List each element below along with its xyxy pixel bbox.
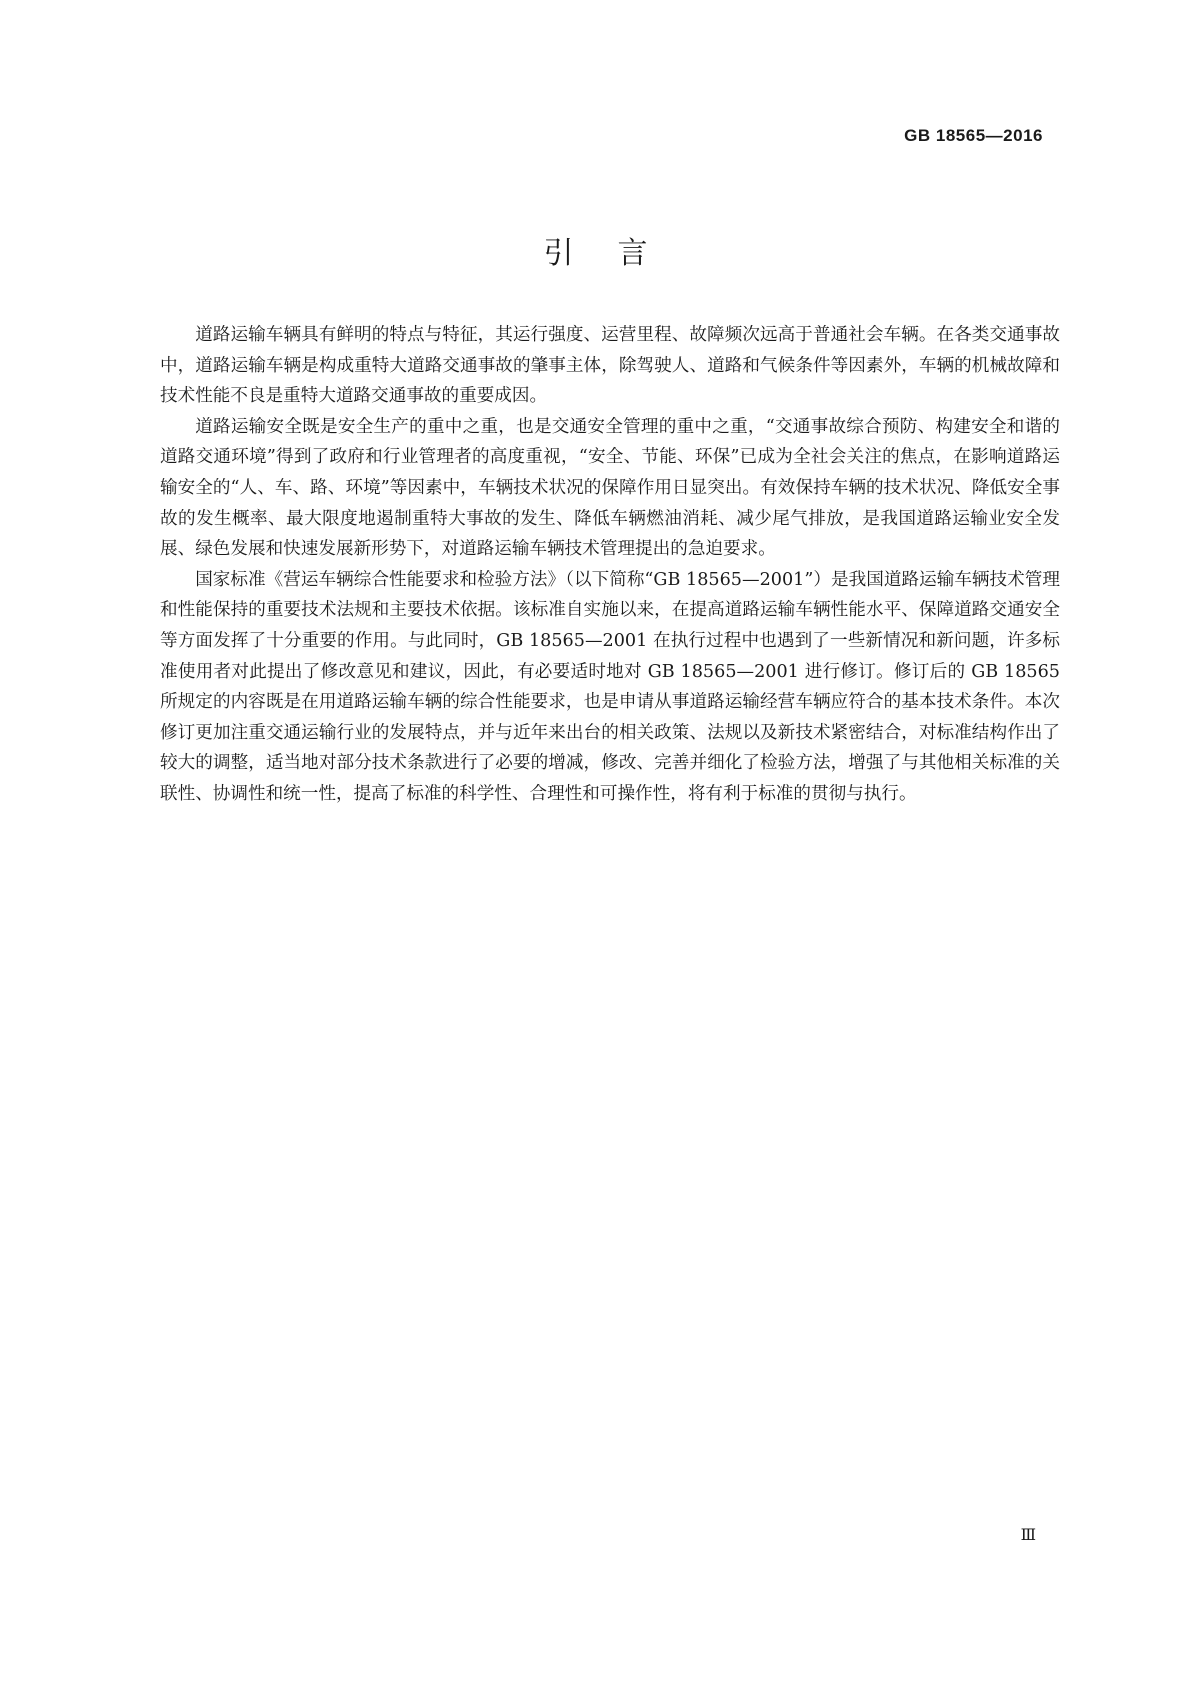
standard-number-header: GB 18565—2016: [904, 126, 1043, 145]
section-title: 引言: [543, 236, 692, 271]
page-number: Ⅲ: [1020, 1527, 1036, 1544]
paragraph: 道路运输安全既是安全生产的重中之重，也是交通安全管理的重中之重，“交通事故综合预防、构建安全和谐的道路交通环境”得到了政府和行业管理者的高度重视，“安全、节能、环保”已成为全社会关注的焦点，在影响道路运输安全的“人、车、路、环境”等因素中，车辆技术状况的保障作用日显突出。有效保持车辆的技术状况、降低安全事故的发生概率、最大限度地遏制重特大事故的发生、降低车辆燃油消耗、减少尾气排放，是我国道路运输业安全发展、绿色发展和快速发展新形势下，对道路运输车辆技术管理提出的急迫要求。: [160, 416, 1060, 560]
paragraph: 道路运输车辆具有鲜明的特点与特征，其运行强度、运营里程、故障频次远高于普通社会车辆。在各类交通事故中，道路运输车辆是构成重特大道路交通事故的肇事主体，除驾驶人、道路和气候条件等因素外，车辆的机械故障和技术性能不良是重特大道路交通事故的重要成因。: [160, 325, 1060, 407]
paragraph: 国家标准《营运车辆综合性能要求和检验方法》（以下简称“GB 18565—2001”）是我国道路运输车辆技术管理和性能保持的重要技术法规和主要技术依据。该标准自实施以来，在提高道路运输车辆性能水平、保障道路交通安全等方面发挥了十分重要的作用。与此同时，GB 18565—2001 在执行过程中也遇到了一些新情况和新问题，许多标准使用者对此提出了修改意见和建议，因此，有必要适时地对 GB 18565—2001 进行修订。修订后的 GB 18565 所规定的内容既是在用道路运输车辆的综合性能要求，也是申请从事道路运输经营车辆应符合的基本技术条件。本次修订更加注重交通运输行业的发展特点，并与近年来出台的相关政策、法规以及新技术紧密结合，对标准结构作出了较大的调整，适当地对部分技术条款进行了必要的增减，修改、完善并细化了检验方法，增强了与其他相关标准的关联性、协调性和统一性，提高了标准的科学性、合理性和可操作性，将有利于标准的贯彻与执行。: [160, 569, 1060, 804]
introduction-body: [160, 320, 1060, 810]
